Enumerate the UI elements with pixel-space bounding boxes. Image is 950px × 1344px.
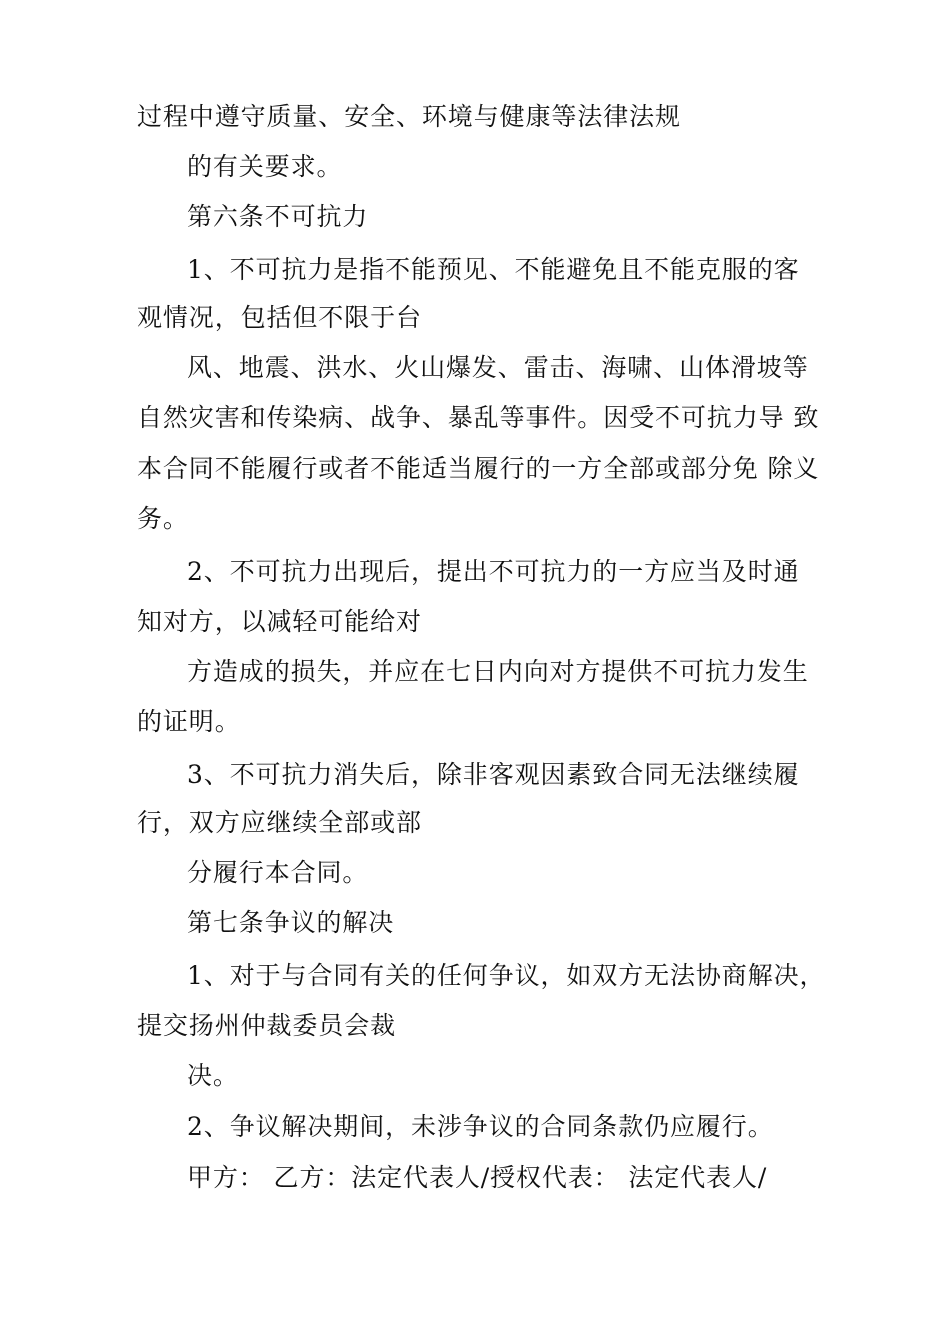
text-line: 行，双方应继续全部或部 <box>137 808 422 837</box>
text-line: 风、地震、洪水、火山爆发、雷击、海啸、山体滑坡等 <box>187 353 809 382</box>
text-line: 方造成的损失，并应在七日内向对方提供不可抗力发生 <box>187 657 809 686</box>
text-line: 的有关要求。 <box>187 152 343 181</box>
text-line: 过程中遵守质量、安全、环境与健康等法律法规 <box>137 102 681 131</box>
text-line: 务。 <box>137 504 189 533</box>
section-heading: 第七条争议的解决 <box>187 908 395 937</box>
text-line: 观情况，包括但不限于台 <box>137 303 422 332</box>
section-heading: 第六条不可抗力 <box>187 202 369 231</box>
text-line: 决。 <box>187 1061 239 1090</box>
text-line: 本合同不能履行或者不能适当履行的一方全部或部分免 除义 <box>137 454 820 483</box>
text-line: 2、不可抗力出现后，提出不可抗力的一方应当及时通 <box>187 557 800 586</box>
text-line: 分履行本合同。 <box>187 858 369 887</box>
text-line: 2、争议解决期间，未涉争议的合同条款仍应履行。 <box>187 1112 774 1141</box>
signature-line: 甲方： 乙方：法定代表人/授权代表： 法定代表人/ <box>187 1163 768 1192</box>
text-line: 1、不可抗力是指不能预见、不能避免且不能克服的客 <box>187 255 800 284</box>
text-line: 1、对于与合同有关的任何争议，如双方无法协商解决， <box>187 961 826 990</box>
text-line: 知对方，以减轻可能给对 <box>137 607 422 636</box>
text-line: 提交扬州仲裁委员会裁 <box>137 1011 397 1040</box>
text-line: 自然灾害和传染病、战争、暴乱等事件。因受不可抗力导 致 <box>137 403 820 432</box>
text-line: 3、不可抗力消失后，除非客观因素致合同无法继续履 <box>187 760 800 789</box>
text-line: 的证明。 <box>137 707 241 736</box>
